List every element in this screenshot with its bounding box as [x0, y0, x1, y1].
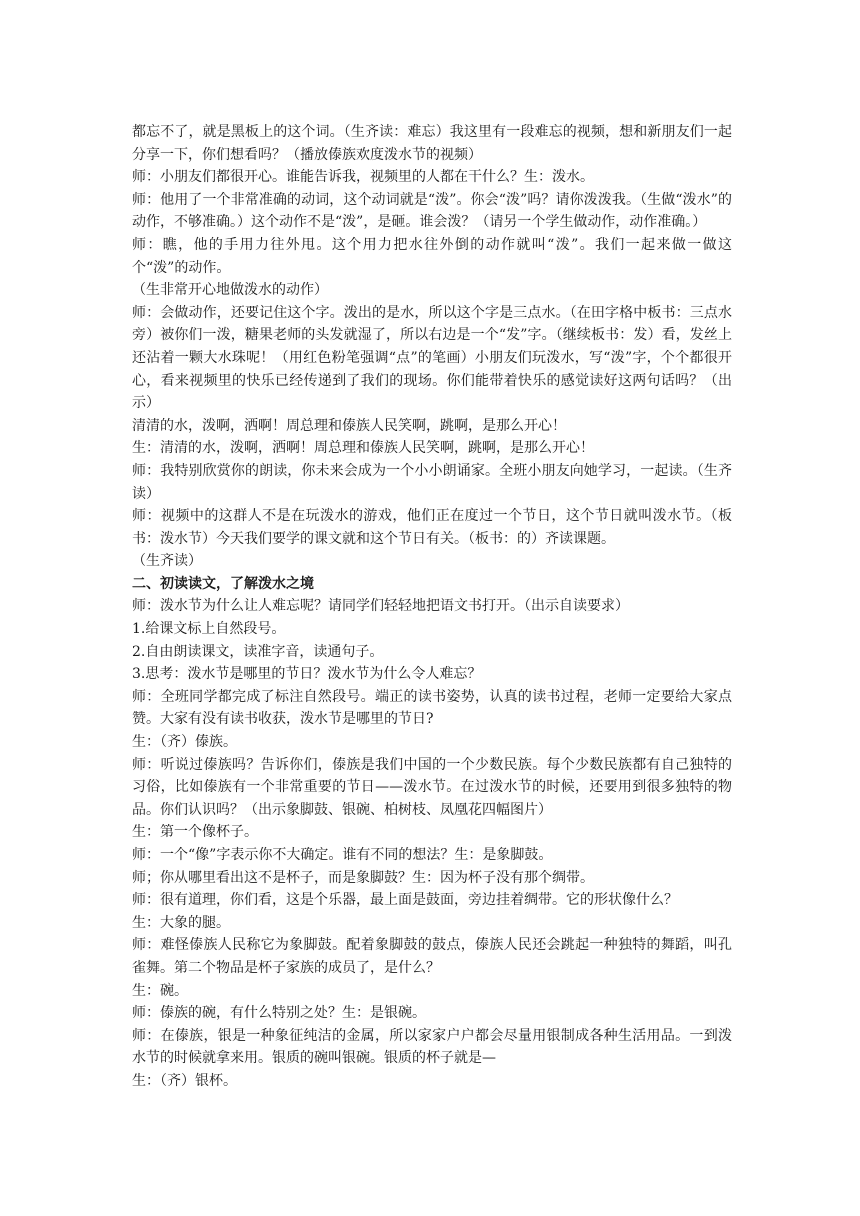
list-item: 2.自由朗读课文，读准字音，读通句子。 [132, 643, 384, 660]
paragraph: 生：大象的腿。 [132, 914, 230, 931]
paragraph: 生：（齐）银杯。 [132, 1072, 237, 1089]
paragraph: 师：他用了一个非常准确的动词，这个动词就是“泼”。你会“泼”吗？请你泼泼我。（生做“泼水”的动作，不够准确。）这个动作不是“泼”，是砸。谁会泼？（请另一个学生做动作，动作准确。） [132, 191, 732, 231]
paragraph: 师：我特别欣赏你的朗读，你未来会成为一个小小朗诵家。全班小朋友向她学习，一起读。（生齐读） [132, 462, 732, 502]
paragraph: 都忘不了，就是黑板上的这个词。（生齐读：难忘）我这里有一段难忘的视频，想和新朋友们一起分享一下，你们想看吗？（播放傣族欢度泼水节的视频） [132, 124, 732, 163]
list-item: 3.思考：泼水节是哪里的节日？泼水节为什么令人难忘？ [132, 666, 482, 683]
paragraph: 师；你从哪里看出这不是杯子，而是象脚鼓？生：因为杯子没有那个绸带。 [132, 869, 594, 886]
paragraph: 师：傣族的碗，有什么特别之处？生：是银碗。 [132, 1005, 426, 1022]
paragraph: 清清的水，泼啊，洒啊！周总理和傣族人民笑啊，跳啊，是那么开心！ [132, 417, 566, 434]
paragraph: 师：泼水节为什么让人难忘呢？请同学们轻轻地把语文书打开。（出示自读要求） [132, 598, 629, 615]
paragraph: 生：（齐）傣族。 [132, 734, 237, 751]
paragraph: 生：第一个像杯子。 [132, 824, 258, 841]
document-page [132, 121, 732, 1093]
paragraph: 师：难怪傣族人民称它为象脚鼓。配着象脚鼓的鼓点，傣族人民还会跳起一种独特的舞蹈，叫孔雀舞。第二个物品是杯子家族的成员了，是什么？ [132, 937, 732, 976]
list-item: 1.给课文标上自然段号。 [132, 621, 286, 638]
paragraph: 师：会做动作，还要记住这个字。泼出的是水，所以这个字是三点水。（在田字格中板书：三点水旁）被你们一泼，糖果老师的头发就湿了，所以右边是一个“发”字。（继续板书：发）看，发丝上还沾着一颗大水珠呢！（用红色粉笔强调“点”的笔画）小朋友们玩泼水，写“泼”字，个个都很开心，看来视频里的快乐已经传递到了我们的现场。你们能带着快乐的感觉读好这两句话吗？（出示） [132, 304, 732, 412]
paragraph: 师：全班同学都完成了标注自然段号。端正的读书姿势，认真的读书过程，老师一定要给大家点赞。大家有没有读书收获，泼水节是哪里的节日? [132, 688, 732, 728]
paragraph: 生：清清的水，泼啊，洒啊！周总理和傣族人民笑啊，跳啊，是那么开心！ [132, 440, 594, 457]
paragraph: 师：一个“像”字表示你不大确定。谁有不同的想法？生：是象脚鼓。 [132, 847, 553, 863]
paragraph: 师：听说过傣族吗？告诉你们，傣族是我们中国的一个少数民族。每个少数民族都有自己独特的习俗，比如傣族有一个非常重要的节日——泼水节。在过泼水节的时候，还要用到很多独特的物品。你们认识吗？（出示象脚鼓、银碗、柏树枝、凤凰花四幅图片） [132, 756, 732, 818]
paragraph: 师：视频中的这群人不是在玩泼水的游戏，他们正在度过一个节日，这个节日就叫泼水节。（板书：泼水节）今天我们要学的课文就和这个节日有关。（板书：的）齐读课题。 [132, 508, 732, 547]
paragraph: （生齐读） [132, 553, 202, 570]
section-heading: 二、初读读文，了解泼水之境 [132, 575, 314, 592]
paragraph: （生非常开心地做泼水的动作） [132, 282, 328, 299]
paragraph: 师：很有道理，你们看，这是个乐器，最上面是鼓面，旁边挂着绸带。它的形状像什么？ [132, 892, 678, 909]
paragraph: 师：在傣族，银是一种象征纯洁的金属，所以家家户户都会尽量用银制成各种生活用品。一到泼水节的时候就拿来用。银质的碗叫银碗。银质的杯子就是— [132, 1027, 732, 1067]
paragraph: 师：瞧，他的手用力往外甩。这个用力把水往外倒的动作就叫“泼”。我们一起来做一做这个“泼”的动作。 [132, 236, 732, 276]
paragraph: 生：碗。 [132, 982, 188, 999]
paragraph: 师：小朋友们都很开心。谁能告诉我，视频里的人都在干什么？生：泼水。 [132, 169, 594, 186]
